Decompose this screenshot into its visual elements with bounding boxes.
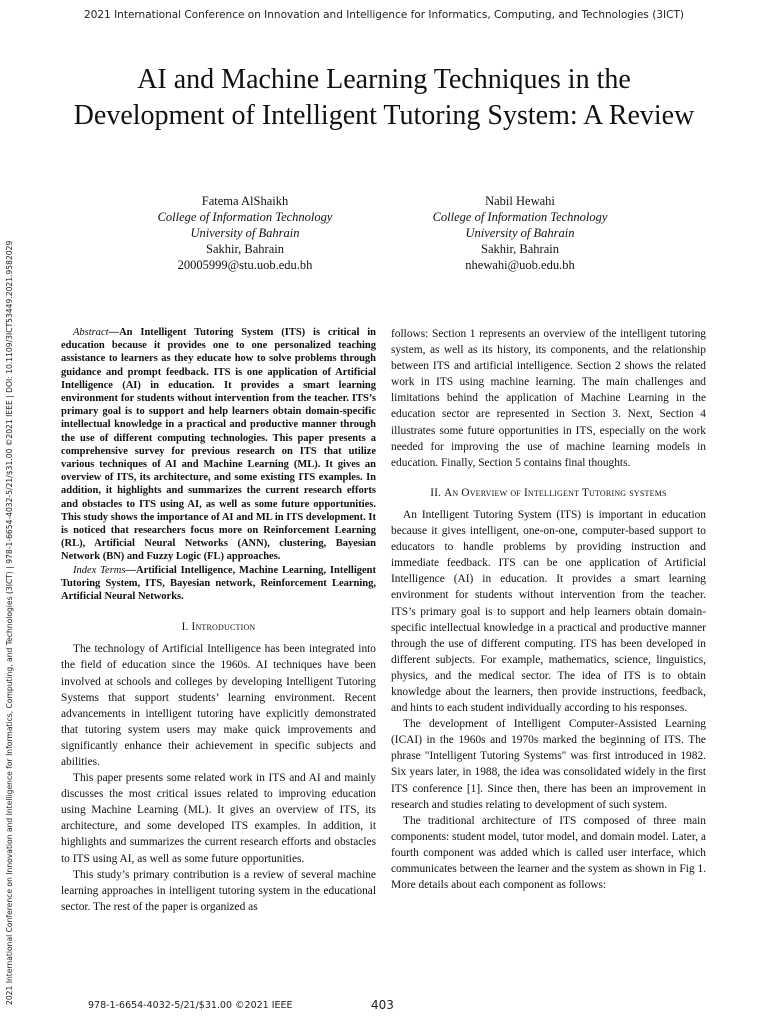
- sidebar-doi-line: 2021 International Conference on Innovation and Intelligence for Informatics, Computing, and Technologies (3ICT) | 978-1-6654-4032-5/21/$31.00 ©2021 IEEE | DOI: 10.1109/3ICT53449.2021.9582029: [5, 240, 14, 1005]
- author-block-1: [110, 193, 380, 273]
- page-number: 403: [371, 998, 394, 1012]
- paragraph: The development of Intelligent Computer-Assisted Learning (ICAI) in the 1960s and 1970s marked the beginning of ITS. The phrase "Intelligent Tutoring Systems" was first introduced in 1982. Six years later, in 1988, the idea was consolidated widely in the first ITS conference [1]. Since then, there has been an improvement in research and studies relating to development of such system.: [391, 718, 706, 811]
- section-heading-overview: [391, 485, 706, 501]
- left-column: [61, 326, 376, 915]
- author-email: nhewahi@uob.edu.bh: [465, 258, 575, 272]
- right-column: [391, 326, 706, 893]
- abstract-label: Abstract: [73, 327, 109, 338]
- author-affiliation: College of Information Technology: [157, 210, 333, 224]
- index-terms-text: —Artificial Intelligence, Machine Learning, Intelligent Tutoring System, ITS, Bayesian network, Reinforcement Learning, Artificial Neural Networks.: [61, 564, 376, 603]
- abstract-text: —An Intelligent Tutoring System (ITS) is critical in education because it provides one to one personalized teaching assistance to learners as they educate how to solve problems through guidance and prompt feedback. ITS is one application of Artificial Intelligence (AI) in education. It provides a smart learning environment for students without intervention from the teacher. ITS’s primary goal is to support and help learners obtain domain-specific intellectual knowledge in a practical and productive manner through the use of different computing technologies. This paper presents a comprehensive survey for previous research on ITS that utilize various techniques of AI and Machine Learning (ML). It gives an overview of ITS, its architecture, and some existing ITS examples. In addition, it highlights and summarizes the current research efforts and obstacles to ITS using AI, as well as some future opportunities. This study shows the importance of AI and ML in ITS development. It is noticed that researchers focus more on Reinforcement Learning (RL), Artificial Neural Networks (ANN), clustering, Bayesian Network (BN) and Fuzzy Logic (FL) approaches.: [61, 327, 376, 563]
- paper-title: AI and Machine Learning Techniques in the Development of Intelligent Tutoring System: A Review: [73, 64, 695, 131]
- author-email: 20005999@stu.uob.edu.bh: [177, 258, 313, 272]
- paragraph: This study’s primary contribution is a review of several machine learning approaches in intelligent tutoring system in the educational sector. The rest of the paper is organized as: [61, 868, 376, 913]
- author-affiliation: College of Information Technology: [432, 210, 608, 224]
- index-terms-label: Index Terms: [73, 564, 126, 576]
- conference-header: 2021 International Conference on Innovation and Intelligence for Informatics, Computing, and Technologies (3ICT): [84, 9, 684, 21]
- author-university: University of Bahrain: [190, 226, 300, 240]
- section-title: Introduction: [191, 621, 256, 634]
- author-location: Sakhir, Bahrain: [481, 242, 559, 256]
- abstract: [61, 326, 376, 564]
- section-heading-introduction: [61, 619, 376, 635]
- section-numeral: I.: [181, 621, 189, 634]
- author-block-2: [385, 193, 655, 273]
- section-numeral: II.: [430, 486, 442, 499]
- author-location: Sakhir, Bahrain: [206, 242, 284, 256]
- index-terms: [61, 564, 376, 604]
- section-title: An Overview of Intelligent Tutoring systems: [444, 486, 667, 499]
- paragraph: An Intelligent Tutoring System (ITS) is important in education because it gives intelligent, one-on-one, computer-based support to educators to handle problems by providing instruction and immediate feedback. ITS can be one application of Artificial Intelligence (AI) in education. It provides a smart learning environment for students without intervention from the teacher. ITS’s primary goal is to support and help learners obtain domain-specific intellectual knowledge in a practical and productive manner through the use of different computing. ITS has been developed in different subjects. For example, mathematics, science, linguistics, physics, and the medical sector. The idea of ITS is to obtain knowledge about the learners, then provide instructions, feedback, and hints to each student individually according to his responses.: [391, 508, 706, 715]
- author-university: University of Bahrain: [465, 226, 575, 240]
- paragraph: The technology of Artificial Intelligence has been integrated into the field of education since the 1960s. AI techniques have been involved at schools and colleges by developing Intelligent Tutoring Systems that support students’ learning environment. Recent advancements in intelligent tutoring have explicitly demonstrated that tutoring system users may make quick improvements and significantly enhance their achievement in specific subjects and abilities.: [61, 643, 376, 769]
- author-name: Fatema AlShaikh: [201, 194, 289, 208]
- footer-copyright: 978-1-6654-4032-5/21/$31.00 ©2021 IEEE: [88, 1000, 293, 1011]
- paragraph: The traditional architecture of ITS composed of three main components: student model, tutor model, and domain model. Later, a fourth component was added which is called user interface, which communicates between the learner and the system as shown in Fig 1. More details about each component as follows:: [391, 814, 706, 892]
- paragraph: follows: Section 1 represents an overview of the intelligent tutoring system, as well as its history, its components, and the relationship between ITS and artificial intelligence. Section 2 shows the related work in ITS using machine learning. The main challenges and limitations behind the application of Machine Learning in the education sector are represented in Section 3. Next, Section 4 illustrates some future opportunities in ITS, especially on the work needed for improving the use of machine learning models in education. Finally, Section 5 contains final thoughts.: [391, 328, 706, 469]
- author-name: Nabil Hewahi: [485, 194, 555, 208]
- paragraph: This paper presents some related work in ITS and AI and mainly discusses the most critical issues related to improving education using Machine Learning (ML). It gives an overview of ITS, its architecture, and some developed ITS examples. In addition, it highlights and summarizes the current research efforts and obstacles to ITS using AI, as well as some future opportunities.: [61, 772, 376, 865]
